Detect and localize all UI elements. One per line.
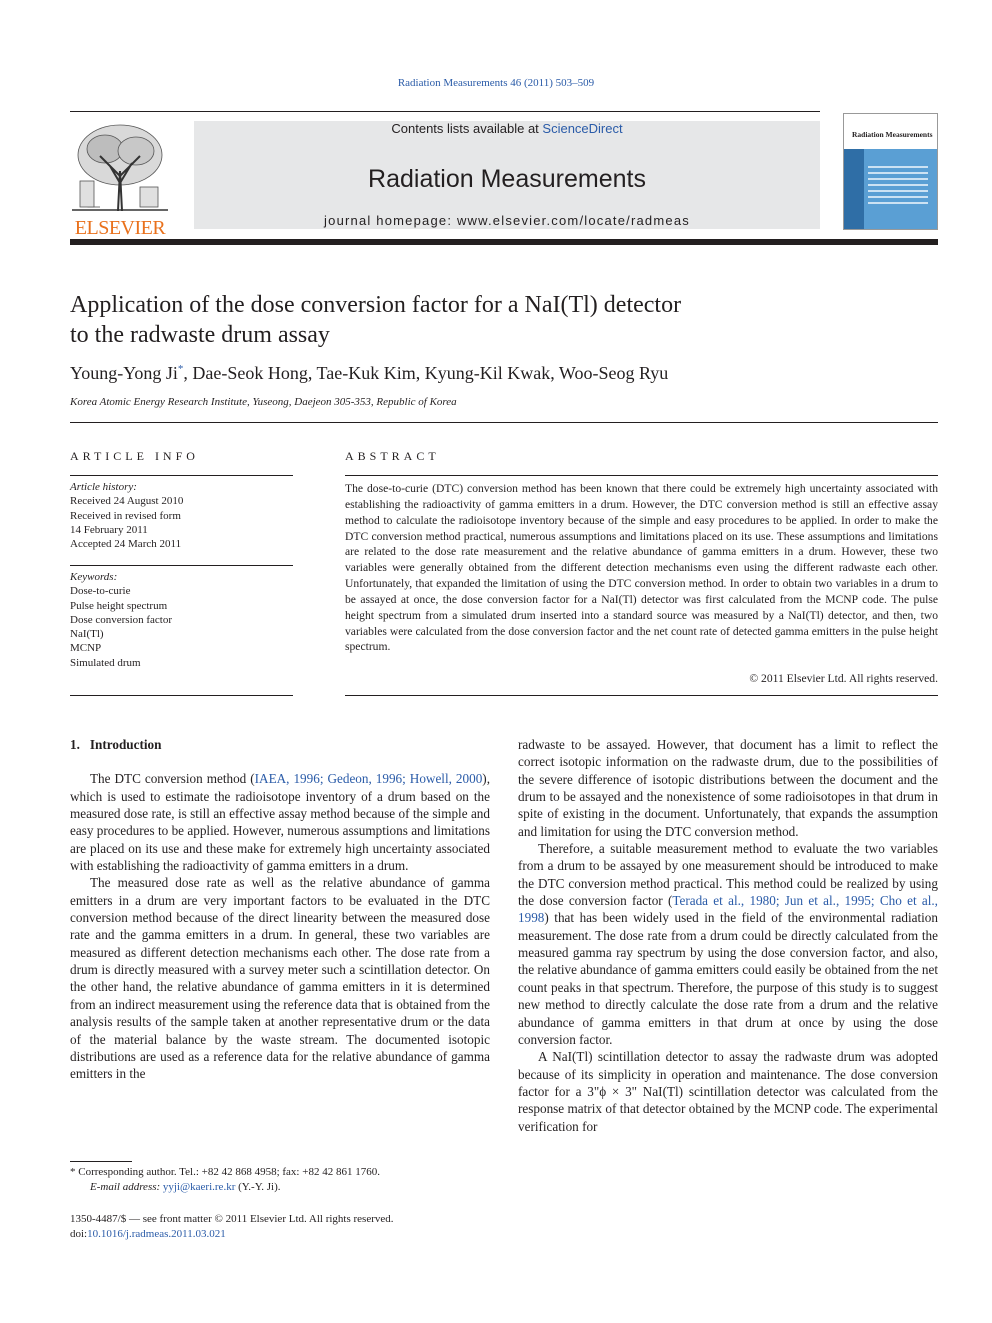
citation-link[interactable]: IAEA, 1996; Gedeon, 1996; Howell, 2000 (254, 771, 483, 787)
paragraph: radwaste to be assayed. However, that document has a limit to reflect the correct isotopic information on the radwaste drum, due to the possibilities of the severe difference of isotopic distributions between the document and the drum to be assayed and the nonexistence of some radioisotopes in that drum in spite of existing in the document. Unfortunately, that expands the assumption and limitation for using the DTC conversion method. (518, 737, 938, 839)
section-title: Introduction (89, 737, 162, 752)
body-column-left (70, 736, 490, 1083)
authors-rest: , Dae-Seok Hong, Tae-Kuk Kim, Kyung-Kil Kwak, Woo-Seog Ryu (183, 363, 669, 383)
keywords-heading: Keywords: (70, 571, 118, 583)
corresponding-footnote: * Corresponding author. Tel.: +82 42 868 4958; fax: +82 42 861 1760. (70, 1166, 380, 1178)
history-item: Received 24 August 2010 (70, 495, 184, 508)
keyword: Dose conversion factor (70, 613, 173, 626)
journal-banner (194, 121, 820, 229)
paragraph-text: ) that has been widely used in the field of the environmental radiation measurement. The dose rate from a drum could be directly calculated from the measured gamma ray spectrum by using the dose conversion factor, and also, the relative abundance of gamma emitters could easily be obtained from the net count peaks in that spectrum. Therefore, the purpose of this study is to suggest new method to directly calculate the dose rate from a drum and the relative abundance of gamma emitters in that drum at once by using the dose conversion factor. (518, 910, 938, 1047)
author-first[interactable]: Young-Yong Ji (70, 363, 178, 383)
history-item: 14 February 2011 (70, 523, 148, 536)
contents-line (194, 121, 820, 136)
title-line-1: Application of the dose conversion factor for a NaI(Tl) detector (70, 292, 682, 318)
divider (70, 565, 293, 566)
divider (70, 422, 938, 423)
journal-cover-thumbnail[interactable] (843, 113, 938, 230)
issn-line: 1350-4487/$ — see front matter © 2011 Elsevier Ltd. All rights reserved. (70, 1213, 394, 1225)
cover-lines (868, 166, 928, 208)
journal-citation[interactable]: Radiation Measurements 46 (2011) 503–509 (397, 77, 595, 89)
contents-prefix: Contents lists available at (391, 121, 543, 136)
masthead-top-rule (70, 111, 820, 112)
section-number: 1. (70, 737, 80, 752)
keyword: Simulated drum (70, 656, 141, 669)
cover-strip (844, 149, 864, 230)
journal-masthead (70, 111, 938, 247)
title-line-2: to the radwaste drum assay (70, 322, 330, 348)
article-title (70, 290, 790, 350)
doi-line (70, 1227, 394, 1242)
doi-link[interactable]: 10.1016/j.radmeas.2011.03.021 (87, 1227, 226, 1240)
journal-name: Radiation Measurements (368, 165, 646, 193)
paragraph-text: The DTC conversion method ( (90, 771, 255, 787)
elsevier-tree-logo (70, 121, 170, 239)
article-info-label: ARTICLE INFO (70, 449, 199, 463)
article-history (70, 480, 293, 551)
history-item: Received in revised form (70, 509, 181, 522)
divider (345, 695, 938, 696)
cover-title: Radiation Measurements (852, 130, 933, 139)
email-label: E-mail address: (90, 1181, 161, 1193)
paragraph: A NaI(Tl) scintillation detector to assay the radwaste drum was adopted because of its simplicity in operation and maintenance. The dose conversion factor for a 3"ϕ × 3" NaI(Tl) scintillation detector was calculated from the response matrix of that detector obtained by the MCNP code. The experimental verification for (518, 1049, 938, 1134)
author-list (70, 363, 668, 384)
publication-meta (70, 1212, 394, 1241)
abstract-text: The dose-to-curie (DTC) conversion method has been known that there could be extremely high uncertainty associated with establishing the radioactivity of gamma emitters in a drum. However, the DTC conversion method is still an effective assay method to calculate the radioisotope inventory because of the simple and easy procedures to be applied. In order to make the DTC conversion method practical, numerous assumptions and limitations placed on its use. These assumptions and limitations are related to the dose rate measurement and the relative abundance of gamma emitters in a drum. However, these two variables were generally obtained from the different detection mechanisms even using the different radwaste each other. Unfortunately, that expanded the limitation of using the DTC conversion method. In order to obtain two variables in a drum to be assayed at once, the dose conversion factor for a NaI(Tl) detector was first calculated from the MCNP code. The pulse height spectrum from a simulated drum inserted into a standard source was measured by a NaI(Tl) detector, and then, two variables were calculated from the dose conversion factor and the net count rate of detected gamma emitters in the pulse height spectrum. (345, 482, 938, 654)
email-suffix: (Y.-Y. Ji). (235, 1181, 281, 1193)
body-column-right (518, 736, 938, 1135)
section-heading (70, 736, 490, 753)
keywords (70, 570, 293, 670)
paragraph-text: ), which is used to estimate the radioisotope inventory of a drum based on the measured dose rate, is still an effective assay method because of the simple and easy procedures to be applied. However, numerous assumptions and limitations are placed on its use and these make for extremely high uncertainty associated with establishing the radioactivity of gamma emitters in a drum. (70, 771, 490, 874)
keyword: NaI(Tl) (70, 628, 104, 641)
history-heading: Article history: (70, 481, 137, 493)
email-footnote (90, 1181, 281, 1193)
abstract-label: ABSTRACT (345, 449, 440, 463)
paragraph (70, 770, 490, 874)
journal-homepage[interactable]: journal homepage: www.elsevier.com/locate/radmeas (324, 213, 690, 228)
keyword: Pulse height spectrum (70, 599, 168, 612)
divider (70, 695, 293, 696)
paragraph-text: Therefore, a suitable measurement method to evaluate the two variables from a drum to be assayed by one measurement should be introduced to make the DTC conversion method practical. This method could be realized by using the dose conversion factor ( (518, 841, 938, 909)
divider (345, 475, 938, 476)
corresponding-marker[interactable]: * (177, 363, 184, 375)
citation-link[interactable]: Terada et al., 1980; Jun et al., 1995; Cho et al., 1998 (518, 893, 938, 926)
keyword: Dose-to-curie (70, 585, 131, 598)
paragraph (518, 840, 938, 1048)
divider (70, 475, 293, 476)
affiliation: Korea Atomic Energy Research Institute, Yuseong, Daejeon 305-353, Republic of Korea (70, 396, 457, 408)
paragraph: The measured dose rate as well as the relative abundance of gamma emitters in a drum are very important factors to be evaluated in the DTC conversion method because of the direct linearity between the measured dose rate and the gamma emitters in a drum. In general, these two variables are measured as different detection mechanisms each other. The dose rate from a drum is directly measured with a survey meter such a scintillation detector. On the other hand, the relative abundance of gamma emitters in it is determined from an indirect measurement using the reference data that is obtained from the analysis results of the sample taken at another representative drum or the data of the material balance by the waste stream. The documented isotopic distributions are used as a reference data for the relative abundance of gamma emitters in the (70, 875, 490, 1082)
tree-icon (70, 121, 170, 213)
footnote-rule (70, 1161, 132, 1162)
email-link[interactable]: yyji@kaeri.re.kr (162, 1181, 236, 1193)
history-item: Accepted 24 March 2011 (70, 538, 182, 551)
doi-label: doi: (70, 1227, 88, 1240)
sciencedirect-link[interactable]: ScienceDirect (542, 121, 623, 136)
keyword: MCNP (70, 642, 102, 655)
abstract-copyright: © 2011 Elsevier Ltd. All rights reserved. (749, 672, 938, 685)
elsevier-wordmark: ELSEVIER (74, 217, 166, 239)
masthead-bottom-rule (70, 239, 938, 245)
